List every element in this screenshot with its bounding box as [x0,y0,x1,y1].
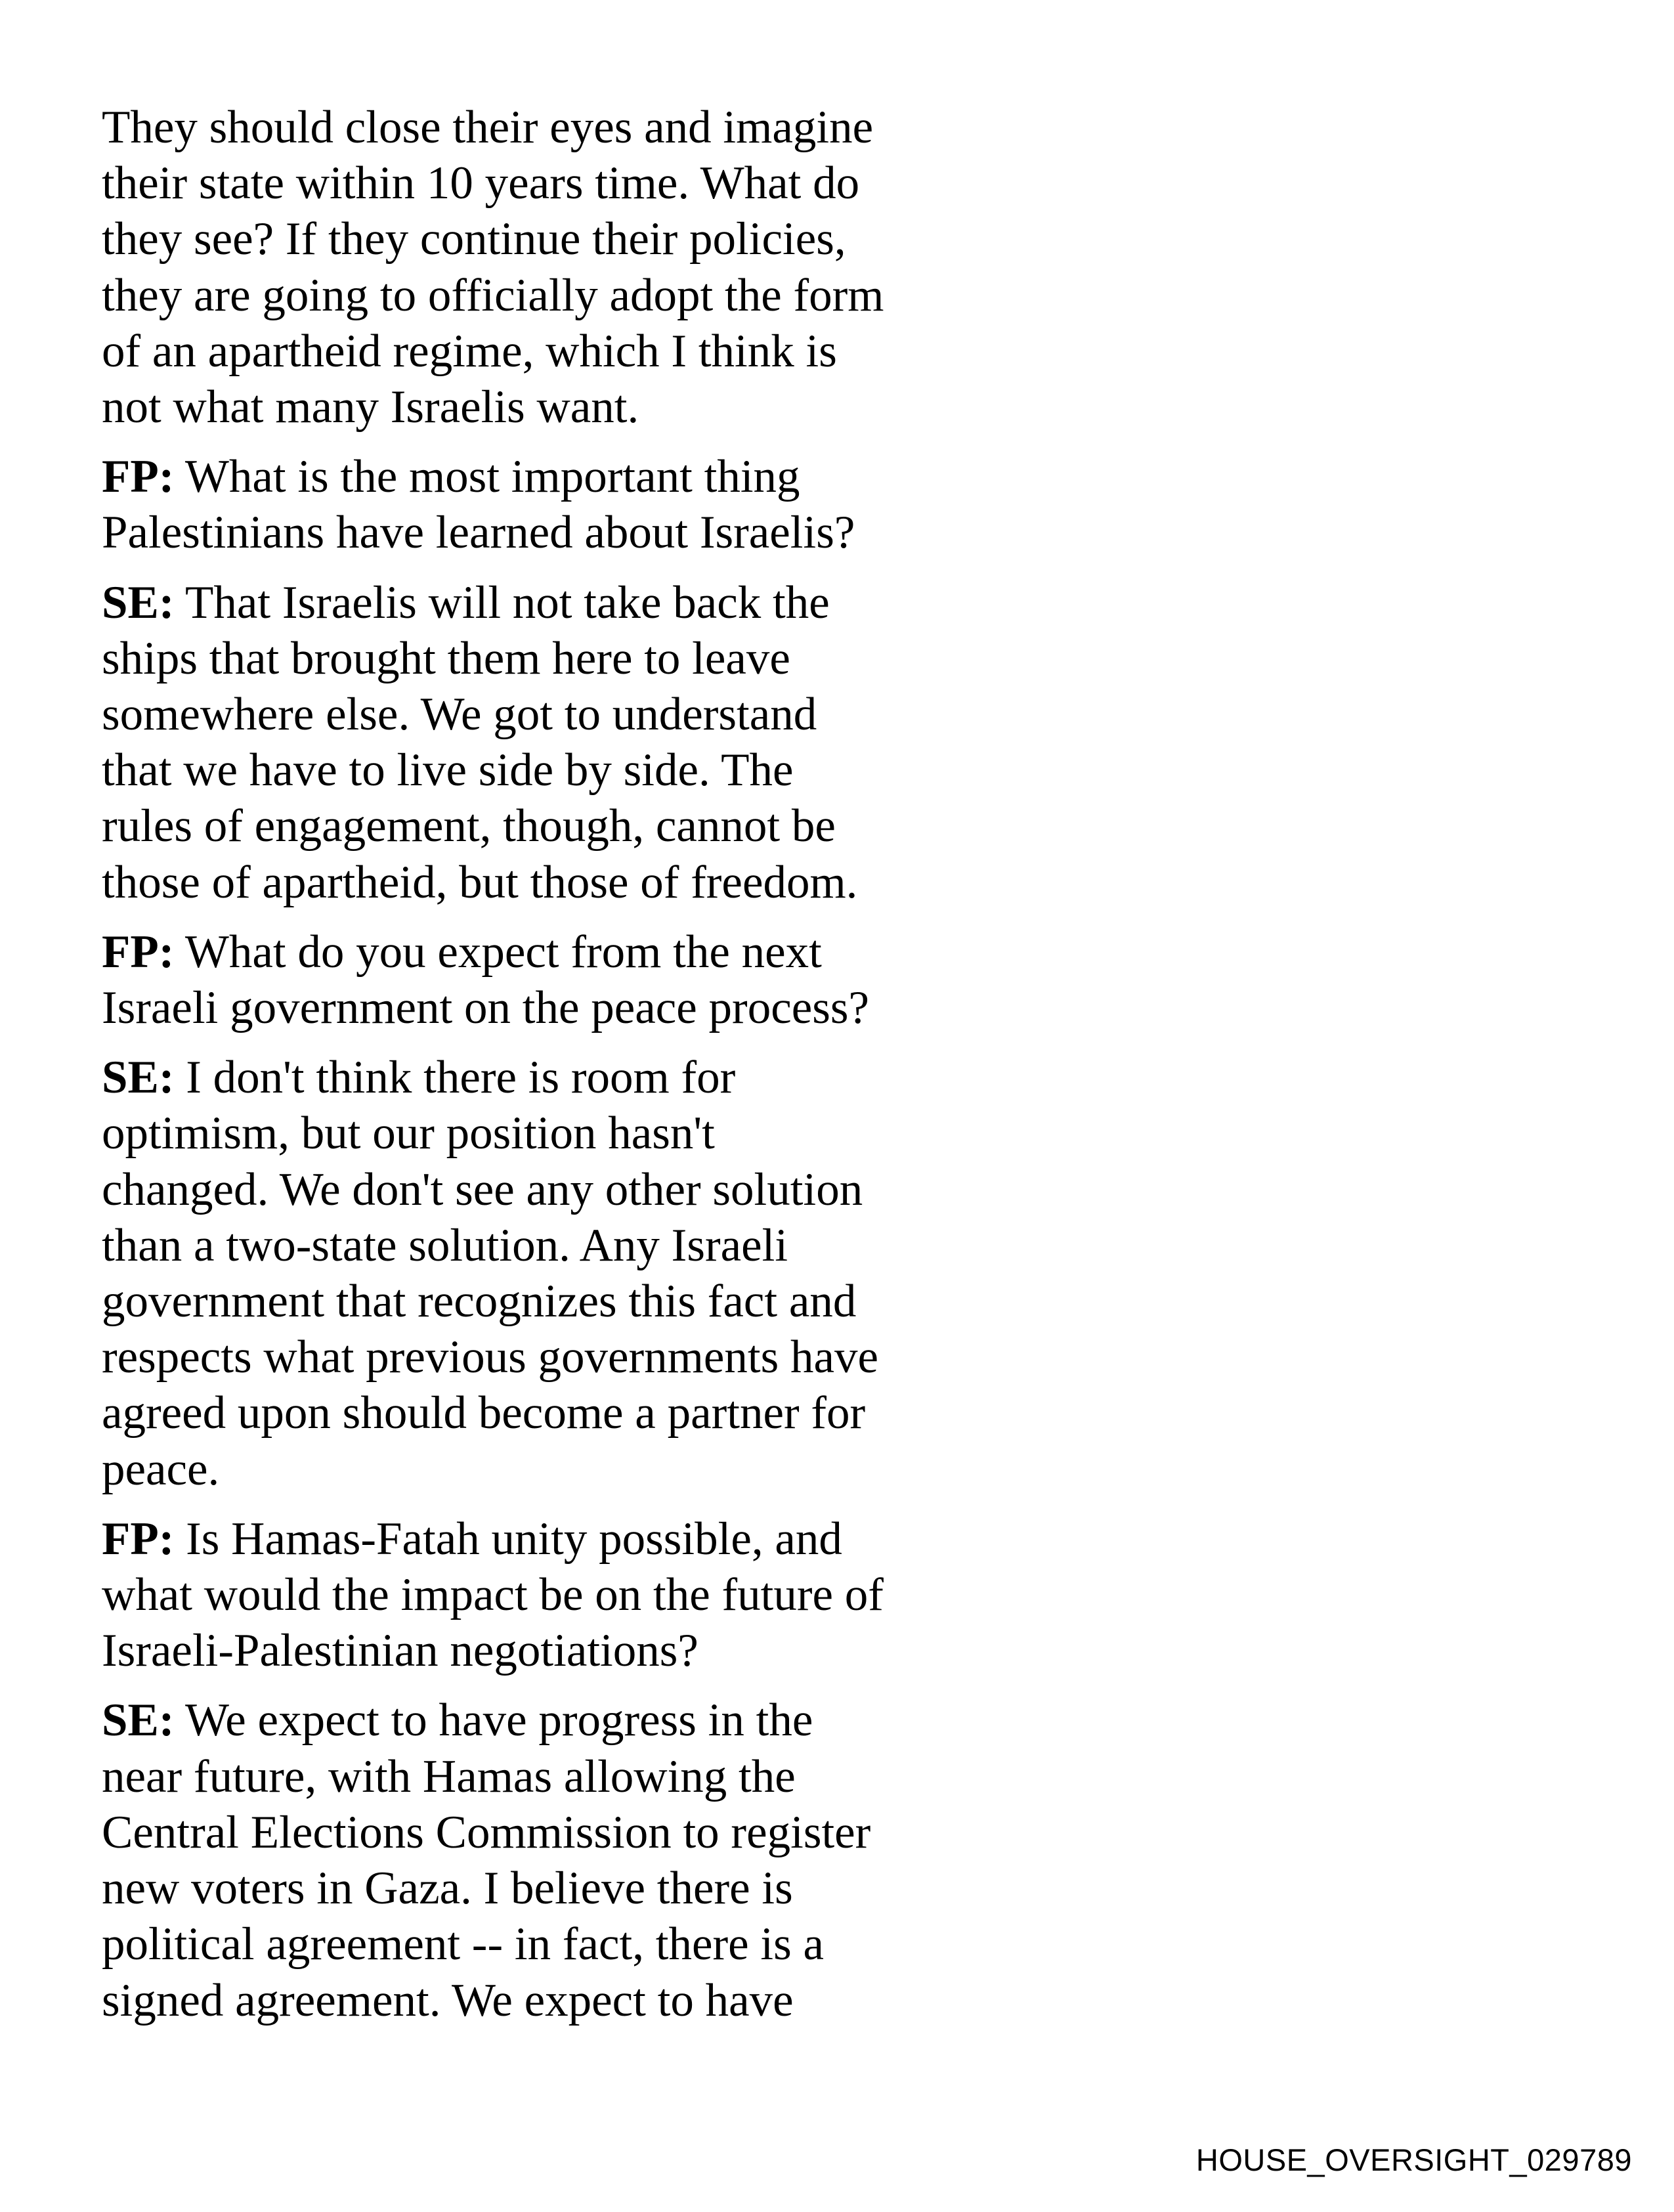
document-body [102,100,1021,2043]
text-line [102,631,1021,687]
text-line [102,100,1021,156]
line-text: Central Elections Commission to register [102,1806,871,1858]
speaker-label: FP: [102,451,175,503]
text-line [102,1385,1021,1441]
line-text: I don't think there is room for [174,1052,736,1104]
text-line [102,1106,1021,1161]
line-text: not what many Israelis want. [102,381,639,433]
text-line [102,1973,1021,2029]
speaker-label: FP: [102,1513,175,1565]
text-line [102,687,1021,743]
line-text: Israeli-Palestinian negotiations? [102,1625,698,1677]
text-line [102,380,1021,435]
text-line [102,1749,1021,1805]
line-text: What do you expect from the next [174,926,822,978]
text-line [102,1693,1021,1748]
qa-paragraph [102,575,1021,911]
qa-paragraph [102,1693,1021,2028]
text-line [102,268,1021,324]
text-line [102,980,1021,1036]
text-line [102,575,1021,631]
speaker-label: FP: [102,926,175,978]
text-line [102,1567,1021,1623]
text-line [102,1330,1021,1385]
line-text: That Israelis will not take back the [174,576,830,628]
text-line [102,855,1021,911]
text-line [102,156,1021,211]
line-text: Palestinians have learned about Israelis? [102,507,855,559]
text-line [102,449,1021,505]
line-text: What is the most important thing [174,451,800,503]
qa-paragraph [102,1511,1021,1680]
line-text: near future, with Hamas allowing the [102,1750,796,1802]
line-text: changed. We don't see any other solution [102,1163,863,1215]
line-text: of an apartheid regime, which I think is [102,325,837,377]
line-text: Is Hamas-Fatah unity possible, and [174,1513,842,1565]
text-line [102,798,1021,854]
paragraph [102,100,1021,435]
line-text: ships that brought them here to leave [102,632,790,684]
line-text: rules of engagement, though, cannot be [102,800,836,852]
bates-number: HOUSE_OVERSIGHT_029789 [1195,2142,1632,2177]
text-line [102,1805,1021,1861]
text-line [102,1274,1021,1330]
text-line [102,1050,1021,1106]
text-line [102,1162,1021,1218]
text-line [102,1623,1021,1679]
text-line [102,1861,1021,1917]
text-line [102,924,1021,980]
line-text: what would the impact be on the future of [102,1569,884,1621]
speaker-label: SE: [102,576,175,628]
text-line [102,1442,1021,1498]
text-line [102,324,1021,380]
text-line [102,1511,1021,1567]
line-text: that we have to live side by side. The [102,745,794,796]
line-text: they are going to officially adopt the form [102,269,884,321]
text-line [102,743,1021,798]
line-text: they see? If they continue their policies, [102,213,846,265]
text-line [102,1917,1021,1972]
line-text: somewhere else. We got to understand [102,689,817,741]
line-text: signed agreement. We expect to have [102,1974,794,2026]
qa-paragraph [102,1050,1021,1498]
qa-paragraph [102,924,1021,1036]
text-line [102,211,1021,267]
line-text: political agreement -- in fact, there is a [102,1919,824,1970]
qa-paragraph [102,449,1021,561]
speaker-label: SE: [102,1052,175,1104]
line-text: optimism, but our position hasn't [102,1108,715,1160]
line-text: Israeli government on the peace process? [102,982,870,1034]
line-text: agreed upon should become a partner for [102,1387,866,1439]
line-text: They should close their eyes and imagine [102,102,874,153]
line-text: respects what previous governments have [102,1332,878,1383]
line-text: government that recognizes this fact and [102,1276,857,1328]
line-text: We expect to have progress in the [174,1695,813,1746]
line-text: their state within 10 years time. What do [102,158,860,209]
line-text: peace. [102,1443,220,1495]
line-text: than a two-state solution. Any Israeli [102,1219,788,1271]
line-text: those of apartheid, but those of freedom. [102,856,858,908]
line-text: new voters in Gaza. I believe there is [102,1863,793,1915]
text-line [102,505,1021,561]
text-line [102,1218,1021,1274]
speaker-label: SE: [102,1695,175,1746]
